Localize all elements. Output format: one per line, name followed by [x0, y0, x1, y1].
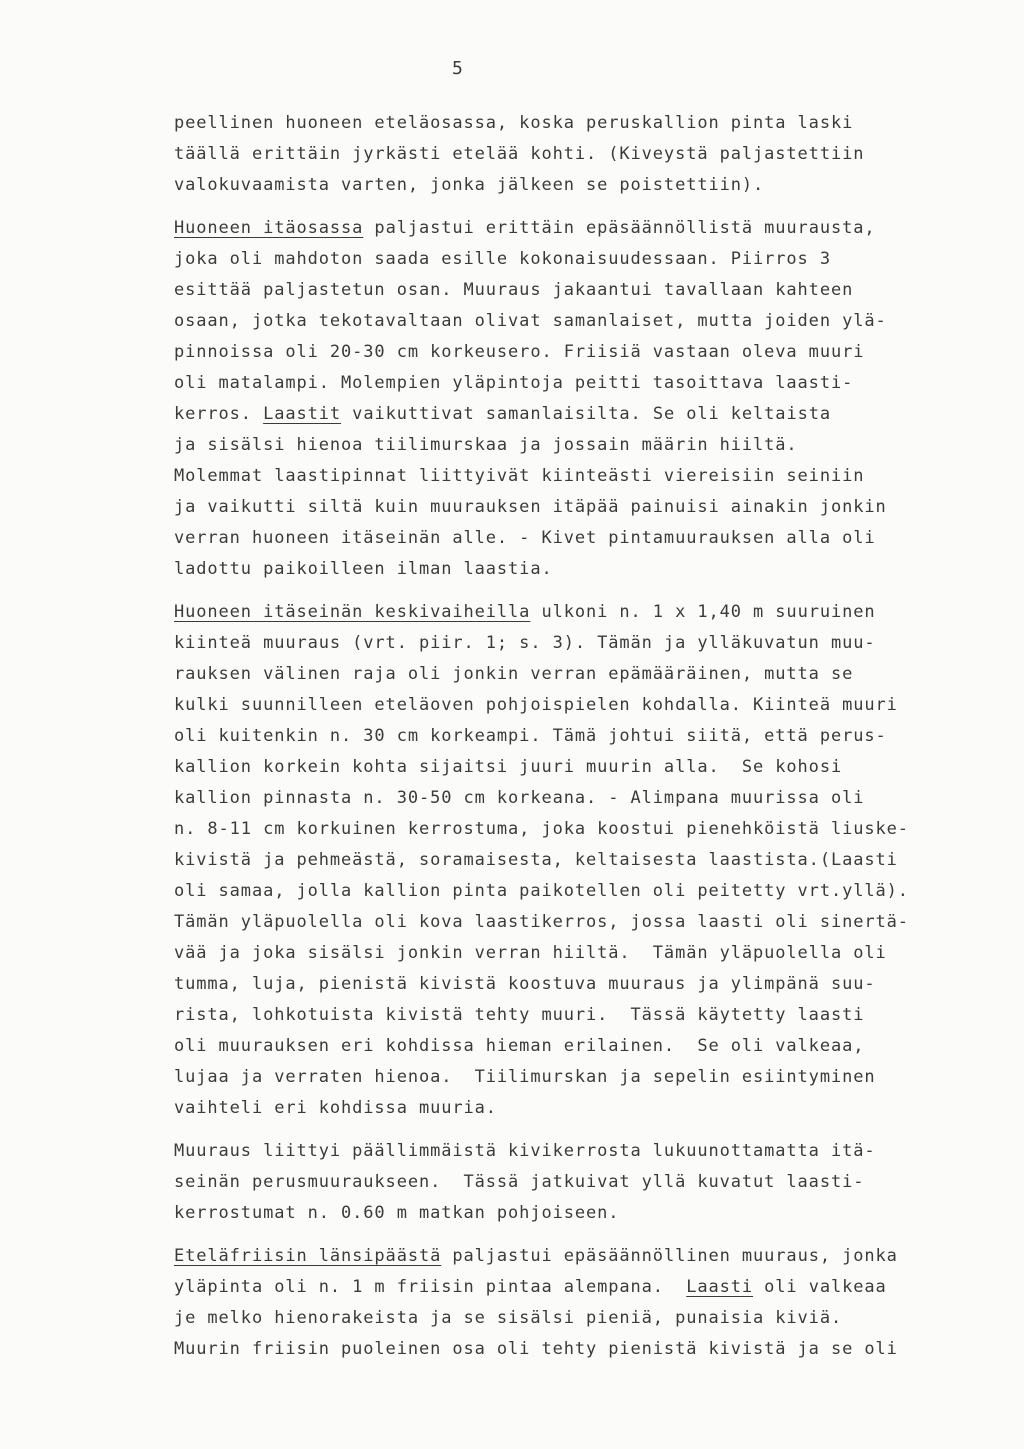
- text-line: je melko hienorakeista ja se sisälsi pieniä, punaisia kiviä.: [174, 1308, 843, 1328]
- text-line: pinnoissa oli 20-30 cm korkeusero. Friisiä vastaan oleva muuri: [174, 342, 865, 362]
- text-line: kulki suunnilleen eteläoven pohjoispielen kohdalla. Kiinteä muuri: [174, 695, 898, 715]
- text-line: Muuraus liittyi päällimmäistä kivikerrosta lukuunottamatta itä-: [174, 1141, 876, 1161]
- text-span: kerros.: [174, 404, 264, 424]
- text-line: [174, 1272, 1010, 1303]
- paragraph: [174, 213, 1010, 585]
- text-line: n. 8-11 cm korkuinen kerrostuma, joka koostui pienehköistä liuske-: [174, 819, 909, 839]
- text-span: vaikuttivat samanlaisilta. Se oli keltaista: [341, 404, 831, 424]
- text-line: osaan, jotka tekotavaltaan olivat samanlaiset, mutta joiden ylä-: [174, 311, 887, 331]
- text-span: yläpinta oli n. 1 m friisin pintaa alempana.: [174, 1277, 687, 1297]
- page-number: 5: [452, 58, 463, 79]
- text-line: oli samaa, jolla kallion pinta paikotellen oli peitetty vrt.yllä).: [174, 881, 909, 901]
- text-line: rauksen välinen raja oli jonkin verran epämääräinen, mutta se: [174, 664, 854, 684]
- text-line: ja sisälsi hienoa tiilimurskaa ja jossain määrin hiiltä.: [174, 435, 798, 455]
- underlined-heading: Eteläfriisin länsipäästä: [174, 1246, 442, 1266]
- text-line: oli matalampi. Molempien yläpintoja peitti tasoittava laasti-: [174, 373, 854, 393]
- text-line: kivistä ja pehmeästä, soramaisesta, keltaisesta laastista.(Laasti: [174, 850, 898, 870]
- text-line: peellinen huoneen eteläosassa, koska peruskallion pinta laski: [174, 113, 854, 133]
- text-line: vaihteli eri kohdissa muuria.: [174, 1098, 497, 1118]
- underlined-term: Laastit: [263, 404, 342, 424]
- text-line: [174, 399, 1010, 430]
- text-line: Muurin friisin puoleinen osa oli tehty pienistä kivistä ja se oli: [174, 1339, 898, 1359]
- underlined-term: Laasti: [686, 1277, 754, 1297]
- text-line: kallion pinnasta n. 30-50 cm korkeana. - Alimpana muurissa oli: [174, 788, 865, 808]
- text-line: valokuvaamista varten, jonka jälkeen se poistettiin).: [174, 175, 765, 195]
- underlined-heading: Huoneen itäseinän keskivaiheilla: [174, 602, 531, 622]
- text-line: Molemmat laastipinnat liittyivät kiinteästi viereisiin seiniin: [174, 466, 865, 486]
- text-line: kerrostumat n. 0.60 m matkan pohjoiseen.: [174, 1203, 620, 1223]
- text-line: täällä erittäin jyrkästi etelää kohti. (Kiveystä paljastettiin: [174, 144, 865, 164]
- paragraph: [174, 1241, 1010, 1365]
- text-line: esittää paljastetun osan. Muuraus jakaantui tavallaan kahteen: [174, 280, 854, 300]
- text-line: tumma, luja, pienistä kivistä koostuva muuraus ja ylimpänä suu-: [174, 974, 876, 994]
- text-line: vää ja joka sisälsi jonkin verran hiiltä. Tämän yläpuolella oli: [174, 943, 887, 963]
- text-span: paljastui erittäin epäsäännöllistä muurausta,: [363, 218, 876, 238]
- text-span: ulkoni n. 1 x 1,40 m suuruinen: [530, 602, 876, 622]
- text-line: Tämän yläpuolella oli kova laastikerros, jossa laasti oli sinertä-: [174, 912, 909, 932]
- underlined-heading: Huoneen itäosassa: [174, 218, 364, 238]
- text-line: verran huoneen itäseinän alle. - Kivet pintamuurauksen alla oli: [174, 528, 876, 548]
- paragraph: [174, 597, 1010, 1124]
- text-line: oli kuitenkin n. 30 cm korkeampi. Tämä johtui siitä, että perus-: [174, 726, 887, 746]
- text-line: oli muurauksen eri kohdissa hieman erilainen. Se oli valkeaa,: [174, 1036, 865, 1056]
- text-line: seinän perusmuuraukseen. Tässä jatkuivat yllä kuvatut laasti-: [174, 1172, 865, 1192]
- text-span: paljastui epäsäännöllinen muuraus, jonka: [441, 1246, 898, 1266]
- text-line: lujaa ja verraten hienoa. Tiilimurskan ja sepelin esiintyminen: [174, 1067, 876, 1087]
- text-line: [174, 1241, 1010, 1272]
- text-span: oli valkeaa: [753, 1277, 887, 1297]
- text-line: ladottu paikoilleen ilman laastia.: [174, 559, 553, 579]
- text-line: [174, 597, 1010, 628]
- text-line: rista, lohkotuista kivistä tehty muuri. Tässä käytetty laasti: [174, 1005, 865, 1025]
- body-text: [174, 108, 1010, 1365]
- text-line: [174, 213, 1010, 244]
- text-line: ja vaikutti siltä kuin muurauksen itäpää painuisi ainakin jonkin: [174, 497, 887, 517]
- paragraph: [174, 1136, 1010, 1229]
- text-line: kallion korkein kohta sijaitsi juuri muurin alla. Se kohosi: [174, 757, 843, 777]
- paragraph: [174, 108, 1010, 201]
- text-line: kiinteä muuraus (vrt. piir. 1; s. 3). Tämän ja ylläkuvatun muu-: [174, 633, 876, 653]
- text-line: joka oli mahdoton saada esille kokonaisuudessaan. Piirros 3: [174, 249, 831, 269]
